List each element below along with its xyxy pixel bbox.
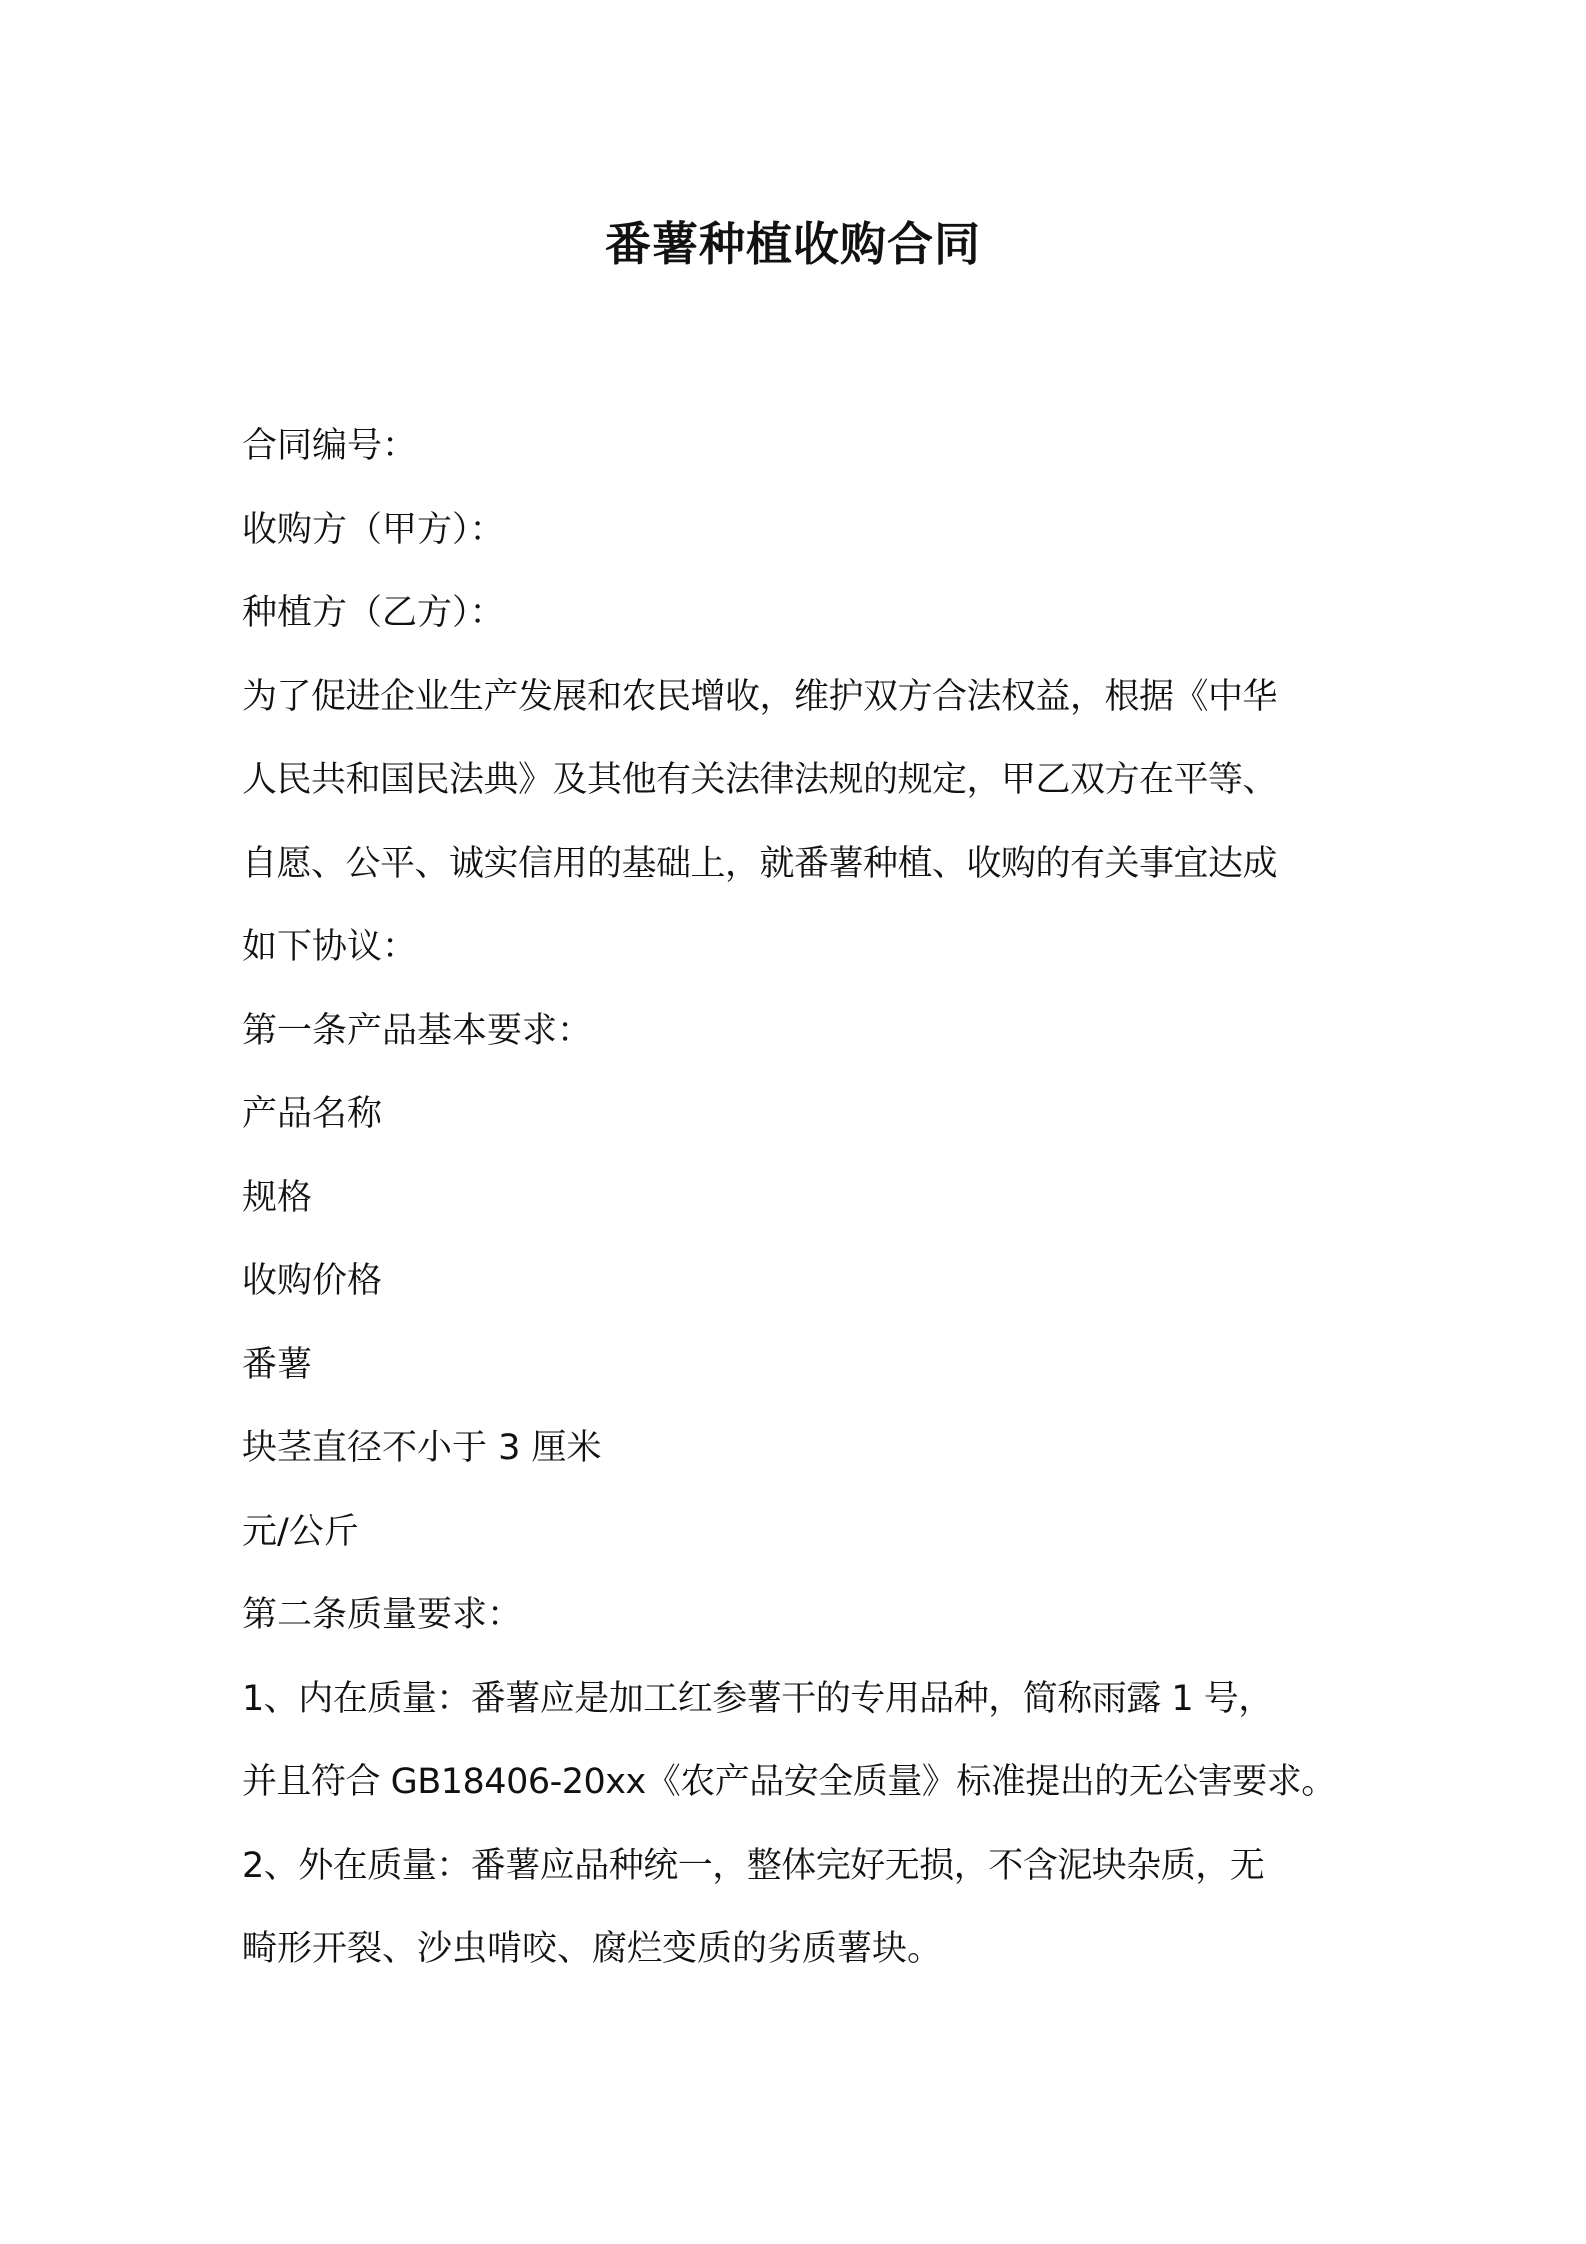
preamble-line-4: 如下协议： <box>242 927 418 967</box>
purchase-price-label: 收购价格 <box>242 1261 383 1301</box>
buyer-line: 收购方（甲方）： <box>242 509 505 550</box>
quality-item-2-line-1: 2、外在质量：番薯应品种统一，整体完好无损，不含泥块杂质，无 <box>242 1845 1265 1886</box>
quality-item-1-line-1: 1、内在质量：番薯应是加工红参薯干的专用品种，简称雨露 1 号， <box>242 1678 1273 1719</box>
article-2-heading: 第二条质量要求： <box>242 1595 523 1635</box>
quality-item-2-line-2: 畸形开裂、沙虫啃咬、腐烂变质的劣质薯块。 <box>242 1929 943 1969</box>
grower-line: 种植方（乙方）： <box>242 593 505 633</box>
price-unit-value: 元/公斤 <box>242 1511 359 1552</box>
product-name-label: 产品名称 <box>242 1094 383 1134</box>
specification-value: 块茎直径不小于 3 厘米 <box>242 1428 602 1468</box>
preamble-line-2: 人民共和国民法典》及其他有关法律法规的规定，甲乙双方在平等、 <box>242 760 1278 800</box>
preamble-line-3: 自愿、公平、诚实信用的基础上，就番薯种植、收购的有关事宜达成 <box>242 843 1278 884</box>
document-body <box>242 405 1362 1992</box>
document-title: 番薯种植收购合同 <box>605 217 981 271</box>
article-1-heading: 第一条产品基本要求： <box>242 1010 593 1051</box>
specification-label: 规格 <box>242 1177 313 1218</box>
quality-item-1-line-2: 并且符合 GB18406-20xx《农产品安全质量》标准提出的无公害要求。 <box>242 1762 1336 1802</box>
contract-number-line: 合同编号： <box>242 426 418 466</box>
preamble-line-1: 为了促进企业生产发展和农民增收，维护双方合法权益，根据《中华 <box>242 676 1278 717</box>
product-name-value: 番薯 <box>242 1344 313 1385</box>
